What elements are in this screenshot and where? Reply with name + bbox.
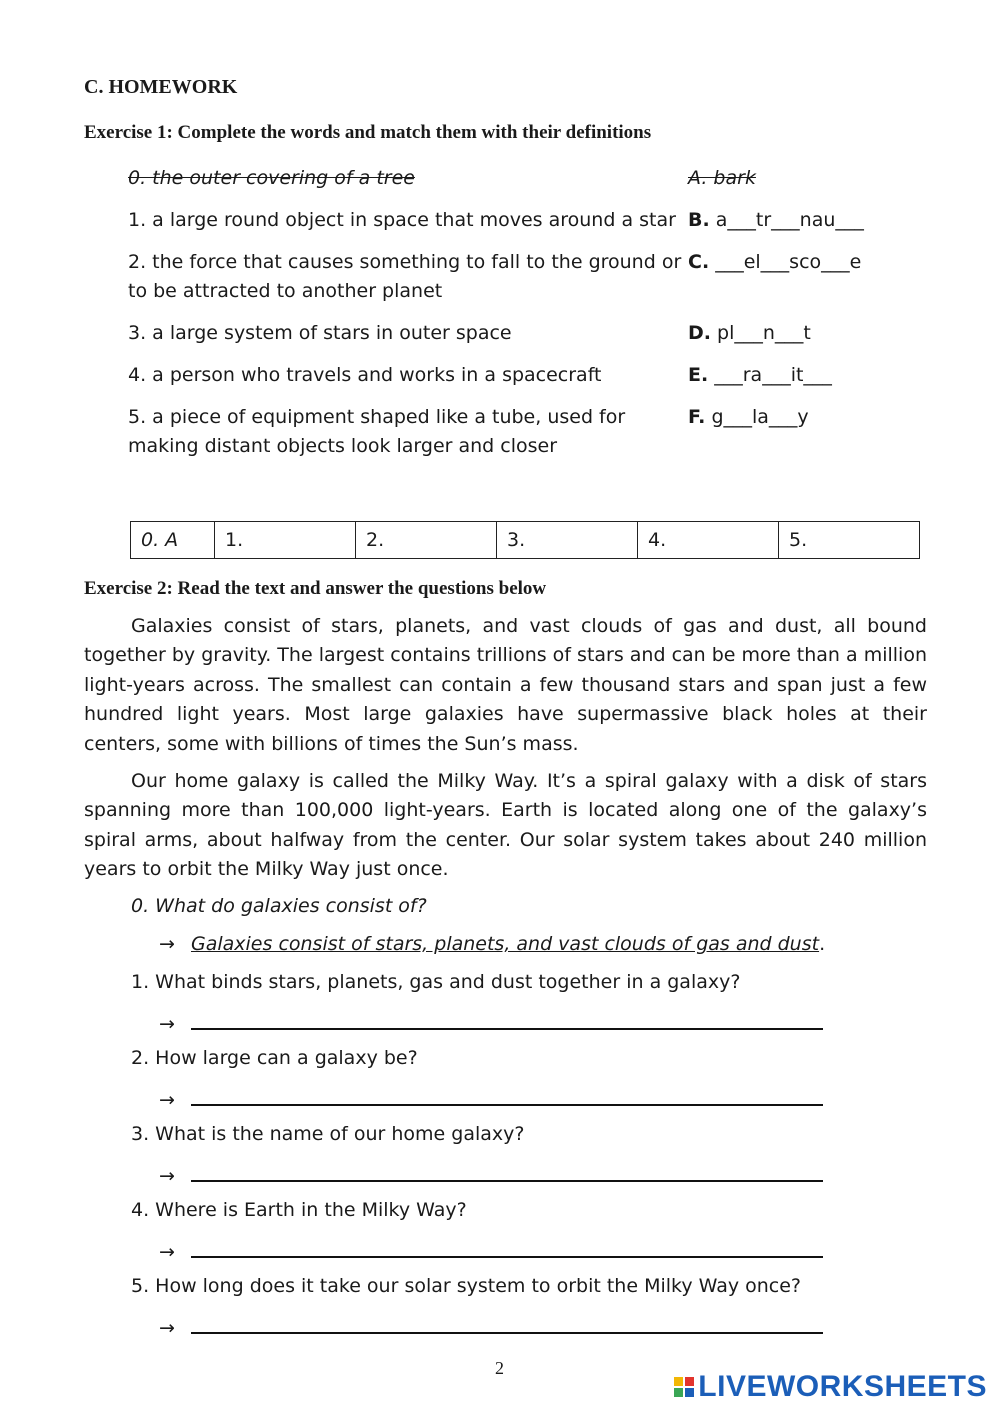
word-puzzle <box>688 206 864 235</box>
exercise2-title: Exercise 2: Read the text and answer the questions below <box>84 578 547 599</box>
exercise1-title: Exercise 1: Complete the words and match them with their definitions <box>84 122 652 143</box>
word-puzzle <box>688 319 811 348</box>
arrow-icon: → <box>159 1013 175 1035</box>
definition-row-example <box>128 164 918 193</box>
answer-blank[interactable] <box>191 1310 823 1334</box>
logo-text: LIVEWORKSHEETS <box>698 1370 987 1403</box>
answer-blank[interactable] <box>191 1158 823 1182</box>
word-blanks: pl___n___t <box>717 322 811 344</box>
definition-row <box>128 248 918 306</box>
questions-list <box>131 892 831 1348</box>
definition-row <box>128 361 918 390</box>
answer-line <box>131 1082 831 1120</box>
arrow-icon: → <box>159 1089 175 1111</box>
question: 3. What is the name of our home galaxy? <box>131 1123 525 1145</box>
word-blanks: ___ra___it___ <box>714 364 832 386</box>
answer-blank[interactable] <box>191 1006 823 1030</box>
word-letter: C. <box>688 251 710 273</box>
answer-cell[interactable]: 5. <box>779 522 920 559</box>
page-number: 2 <box>495 1358 504 1378</box>
answer-table <box>130 521 920 559</box>
word-puzzle <box>688 248 861 306</box>
logo-icon <box>674 1377 694 1397</box>
word-letter: D. <box>688 322 711 344</box>
word-puzzle <box>688 403 809 461</box>
word-letter: B. <box>688 209 710 231</box>
answer-blank[interactable] <box>191 1082 823 1106</box>
passage-paragraph: Galaxies consist of stars, planets, and vast clouds of gas and dust, all bound together by gravity. The largest contains trillions of stars and can be more than a million light-years across. The smallest can contain a few thousand stars and span just a few hundred light years. Most large galaxies have supermassive black holes at their centers, some with billions of times the Sun’s mass. <box>84 615 927 755</box>
answer-cell[interactable]: 3. <box>497 522 638 559</box>
example-answer-line <box>131 930 831 968</box>
word-letter: E. <box>688 364 709 386</box>
arrow-icon: → <box>159 1241 175 1263</box>
word-puzzle <box>688 361 832 390</box>
definition-text: 4. a person who travels and works in a spacecraft <box>128 364 602 386</box>
example-question: 0. What do galaxies consist of? <box>131 895 427 917</box>
example-word: A. bark <box>688 167 756 189</box>
answer-cell[interactable]: 4. <box>638 522 779 559</box>
answer-line <box>131 1158 831 1196</box>
answer-line <box>131 1006 831 1044</box>
definition-text: 1. a large round object in space that moves around a star <box>128 209 676 231</box>
example-answer: Galaxies consist of stars, planets, and vast clouds of gas and dust <box>191 933 820 955</box>
definition-text: 5. a piece of equipment shaped like a tube, used for making distant objects look larger and closer <box>128 406 626 457</box>
question: 2. How large can a galaxy be? <box>131 1047 418 1069</box>
definition-text: 2. the force that causes something to fall to the ground or to be attracted to another planet <box>128 251 682 302</box>
answer-line <box>131 1310 831 1348</box>
question: 5. How long does it take our solar system to orbit the Milky Way once? <box>131 1275 802 1297</box>
definition-row <box>128 403 918 461</box>
section-title: C. HOMEWORK <box>84 76 238 98</box>
definition-row <box>128 319 918 348</box>
answer-cell[interactable]: 2. <box>356 522 497 559</box>
example-definition: 0. the outer covering of a tree <box>128 167 415 189</box>
reading-passage <box>84 612 927 893</box>
answer-cell[interactable]: 1. <box>215 522 356 559</box>
answer-line <box>131 1234 831 1272</box>
arrow-icon: → <box>159 1317 175 1339</box>
definition-text: 3. a large system of stars in outer space <box>128 322 512 344</box>
question: 4. Where is Earth in the Milky Way? <box>131 1199 467 1221</box>
question: 1. What binds stars, planets, gas and dust together in a galaxy? <box>131 971 741 993</box>
word-blanks: ___el___sco___e <box>715 251 862 273</box>
liveworksheets-logo <box>674 1370 987 1404</box>
word-blanks: g___la___y <box>711 406 809 428</box>
arrow-icon: → <box>159 1165 175 1187</box>
arrow-icon: → <box>159 933 175 955</box>
word-blanks: a___tr___nau___ <box>715 209 864 231</box>
passage-paragraph: Our home galaxy is called the Milky Way. It’s a spiral galaxy with a disk of stars spanning more than 100,000 light-years. Earth is located along one of the galaxy’s spiral arms, about halfway from the center. Our solar system takes about 240 million years to orbit the Milky Way just once. <box>84 770 927 881</box>
definitions-list <box>128 164 918 474</box>
word-letter: F. <box>688 406 706 428</box>
answer-cell-example: 0. A <box>131 522 215 559</box>
definition-row <box>128 206 918 235</box>
answer-blank[interactable] <box>191 1234 823 1258</box>
example-answer-end: . <box>819 933 826 955</box>
